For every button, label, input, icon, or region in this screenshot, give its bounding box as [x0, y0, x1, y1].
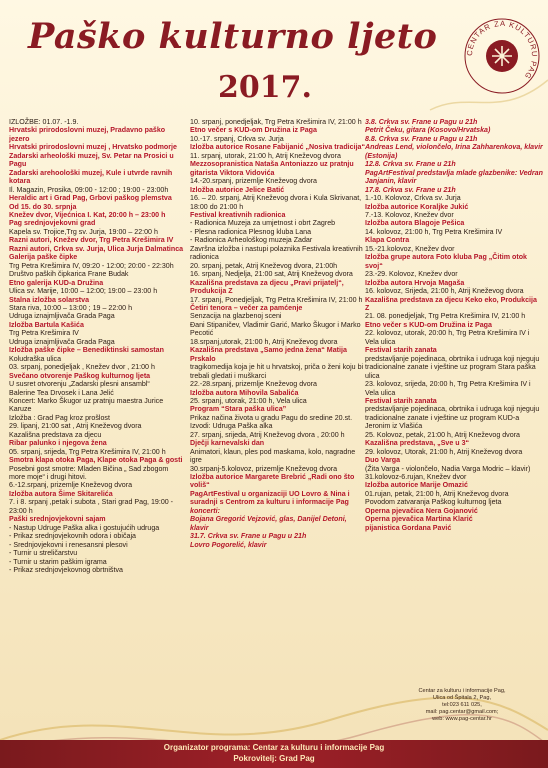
centar-logo-icon: [462, 16, 542, 96]
event-detail: 25. srpanj, utorak, 21:00 h, Vela ulica: [190, 396, 307, 405]
event-title: Dječji karnevalski dan: [190, 439, 265, 448]
address-line: mail: pag.centar@gmail.com;: [425, 709, 499, 715]
event-detail: predstavljanje pojedinaca, obrtnika i udruga koji njeguju tradicionalne zanate i vještine uz program Stara paška ulica: [365, 354, 540, 380]
event-title: Smotra klapa otoka Paga, Klape otoka Paga & gosti: [9, 456, 183, 465]
event-detail: 16. – 20. srpanj, Atrij Kneževog dvora i Kula Skrivanat, 18:00 do 21:00 h: [190, 194, 362, 211]
event-detail: 10. srpanj, ponedjeljak, Trg Petra Krešimira IV, 21:00 h: [190, 118, 362, 126]
event-title: Bojana Gregorić Vejzović, glas, Danijel Detoni, klavir: [190, 515, 347, 532]
event-title: 12.8. Crkva sv. Frane u 21h: [365, 160, 456, 169]
sponsor-text: Pokrovitelj: Grad Pag: [233, 754, 315, 763]
contact-address: [380, 688, 544, 723]
event-detail: Balerine Tea Drvosek i Lana Jelić: [9, 388, 114, 397]
event-detail: - Srednjovjekovni i renesansni plesovi: [9, 540, 128, 549]
event-title: Hrvatski prirodoslovni muzej , Hrvatsko podmorje: [9, 143, 177, 152]
event-detail: Kapela sv. Trojice,Trg sv. Jurja, 19:00 – 22:00 h: [9, 227, 158, 236]
event-title: Festival starih zanata: [365, 346, 437, 355]
event-detail: Stara riva, 10:00 – 13:00 ; 19 – 22:00 h: [9, 303, 133, 312]
address-line: Centar za kulturu i informacije Pag,: [418, 688, 506, 694]
footer: [0, 740, 548, 768]
year: 2017.: [218, 70, 312, 105]
event-title: Izložba autorice Margarete Brebrić „Radi ono što voliš“: [190, 473, 355, 490]
event-detail: 05. srpanj, srijeda, Trg Petra Krešimira IV, 21:00 h: [9, 447, 166, 456]
event-detail: Trg Petra Krešimira IV, 09:20 - 12:00; 20:00 - 22:30h: [9, 261, 174, 270]
event-detail: 14. kolovoz, 21:00 h, Trg Petra Krešimira IV: [365, 227, 503, 236]
event-detail: Ulica sv. Marije, 10:00 – 12:00; 19:00 – 23:00 h: [9, 287, 158, 296]
event-detail: Koludraška ulica: [9, 354, 62, 363]
event-detail: 6.-12.srpanj, prizemlje Kneževog dvora: [9, 481, 133, 490]
event-title: Andreas Lend, violončelo, Irina Zahharenkova, klavir (Estonija): [365, 143, 543, 160]
event-detail: Izložba : Grad Pag kroz prošlost: [9, 413, 110, 422]
event-detail: 16. srpanj, Nedjelja, 21:00 sat, Atrij Kneževog dvora: [190, 270, 353, 279]
event-detail: 30.srpanj-5.kolovoz, prizemlje Kneževog dvora: [190, 464, 338, 473]
event-detail: Il. Magazin, Prosika, 09:00 - 12:00 ; 19:00 - 23:00h: [9, 185, 169, 194]
address-line: web: www.pag-centar.hr: [432, 716, 492, 722]
event-title: 3.8. Crkva sv. Frane u Pagu u 21h: [365, 118, 478, 126]
event-title: Etno večer s KUD-om Družina iz Paga: [365, 320, 492, 329]
event-title: Pag srednjovjekovni grad: [9, 219, 96, 228]
event-detail: Senzacija na glazbenoj sceni: [190, 312, 282, 321]
event-detail: 20. srpanj, petak, Atrij Kneževog dvora, 21:00h: [190, 261, 338, 270]
event-title: Izložba autora Šime Skitarelića: [9, 489, 113, 498]
event-detail: - Radionica Muzeja za umjetnost i obrt Zagreb: [190, 219, 336, 228]
event-title: Razni autori, Knežev dvor, Trg Petra Krešimira IV: [9, 236, 174, 245]
event-title: Izložba autora Hrvoja Magaša: [365, 278, 465, 287]
event-title: Mezzosopranistica Nataša Antoniazzo uz pratnju gitarista Viktora Vidovića: [190, 160, 354, 177]
event-detail: 11. srpanj, utorak, 21:00 h, Atrij Kneževog dvora: [190, 151, 341, 160]
event-title: Paški srednjovjekovni sajam: [9, 515, 106, 524]
event-title: 17.8. Crkva sv. Frane u 21h: [365, 185, 456, 194]
event-detail: 03. srpanj, ponedjeljak , Knežev dvor , 21:00 h: [9, 363, 155, 372]
event-detail: IZLOŽBE: 01.07. -1.9.: [9, 118, 79, 126]
event-title: Svečano otvorenje Paškog kulturnog ljeta: [9, 371, 151, 380]
event-detail: 22. kolovoz, utorak, 20:00 h, Trg Petra Krešimira IV i Vela ulica: [365, 329, 530, 346]
event-detail: 17. srpanj, Ponedjeljak, Trg Petra Krešimira IV, 21:00 h: [190, 295, 363, 304]
event-title: 8.8. Crkva sv. Frane u Pagu u 21h: [365, 134, 478, 143]
program-column-1: [9, 118, 185, 574]
event-title: pijanistica Gordana Pavić: [365, 523, 452, 532]
event-title: Ribar palunko i njegova žena: [9, 439, 107, 448]
event-title: koncerti:: [190, 506, 220, 515]
event-detail: Udruga iznajmljivača Grada Paga: [9, 337, 115, 346]
event-detail: 21. 08. ponedjeljak, Trg Petra Krešimira IV, 21:00 h: [365, 312, 526, 321]
event-title: Petrit Čeku, gitara (Kosovo/Hrvatska): [365, 126, 491, 135]
event-title: Razni autori, Crkva sv. Jurja, Ulica Jurja Dalmatinca: [9, 244, 184, 253]
organizer-text: Organizator programa: Centar za kulturu i informacije Pag: [163, 743, 385, 752]
event-detail: 1.-10. Kolovoz, Crkva sv. Jurja: [365, 194, 461, 203]
event-detail: 15.-21.kolovoz, Knežev dvor: [365, 244, 455, 253]
event-title: Operna pjevačica Martina Klarić: [365, 515, 473, 524]
event-title: Etno večer s KUD-om Družina iz Paga: [190, 126, 317, 135]
event-detail: 23. kolovoz, srijeda, 20:00 h, Trg Petra Krešimira IV i Vela ulica: [365, 380, 531, 397]
event-detail: 23.-29. Kolovoz, Knežev dvor: [365, 270, 458, 279]
event-detail: tragikomedija koja je hit u hrvatskoj, priča o ženi koju bi trebali gledati i muškarci: [190, 363, 364, 380]
event-detail: 18.srpanj,utorak, 21:00 h, Atrij Kneževog dvora: [190, 337, 338, 346]
event-detail: 16. kolovoz, Srijeda, 21:00 h, Atrij Kneževog dvora: [365, 287, 524, 296]
event-title: Zadarski arheološki muzej, Sv. Petar na Prosici u Pagu: [9, 151, 174, 169]
logo-text: CENTAR ZA KULTURU PAG: [464, 18, 540, 82]
event-detail: Povodom zatvaranja Paškog kulturnog ljeta: [365, 498, 502, 507]
program-column-2: [190, 118, 366, 549]
event-title: Kazališna predstava „Samo jedna žena“ Matija Prskalo: [190, 346, 347, 363]
event-detail: Kazališna predstava za djecu: [9, 430, 102, 439]
event-title: Hrvatski prirodoslovni muzej, Pradavno paško jezero: [9, 126, 166, 143]
event-detail: 25. Kolovoz, petak, 21:00 h, Atrij Kneževog dvora: [365, 430, 520, 439]
event-title: Festival kreativnih radionica: [190, 210, 286, 219]
event-detail: Udruga iznajmljivača Grada Paga: [9, 312, 115, 321]
event-detail: 22.-28.srpanj, prizemlje Kneževog dvora: [190, 380, 317, 389]
event-title: Izložba autorice Rosane Fabijanić „Nosiva tradicija“: [190, 143, 366, 152]
event-detail: - Turnir u starim paškim igrama: [9, 557, 107, 566]
event-title: Izložba Bartula Kašića: [9, 320, 84, 329]
event-title: Izložba autorice Marije Omazić: [365, 481, 468, 490]
event-title: Kazališna predstava za djecu „Pravi prijatelj“, Produkcija Z: [190, 278, 344, 296]
event-detail: - Prikaz srednjovjekovnih odora i običaja: [9, 532, 136, 541]
event-title: Izložba autora Blagoje Pešica: [365, 219, 465, 228]
event-detail: Koncert: Marko Škugor uz pratnju maestra Jurice Karuze: [9, 396, 164, 414]
event-title: Od 15. do 30. srpnja: [9, 202, 77, 211]
event-title: Kazališna predstava za djecu Keko eko, Produkcija Z: [365, 295, 537, 312]
event-detail: Prikaz načina života u gradu Pagu do sredine 20.st.: [190, 413, 353, 422]
page-title: Paško kulturno ljeto: [28, 16, 438, 57]
header: [0, 0, 548, 122]
event-detail: 10.-17. srpanj, Crkva sv. Jurja: [190, 134, 284, 143]
event-detail: 01.rujan, petak, 21:00 h, Atrij Kneževog dvora: [365, 489, 509, 498]
event-title: Stalna izložba solarstva: [9, 295, 90, 304]
event-detail: Animatori, klaun, ples pod maskama, kolo, nagradne igre: [190, 447, 356, 465]
event-detail: - Plesna radionica Plesnog kluba Lana: [190, 227, 312, 236]
event-title: Izložba autorice Koraljke Jukić: [365, 202, 469, 211]
event-title: Klapa Contra: [365, 236, 410, 245]
event-detail: - Turnir u streličarstvu: [9, 549, 78, 558]
event-detail: 7. i 8. srpanj ,petak i subota , Stari grad Pag, 19:00 - 23:00 h: [9, 498, 174, 515]
event-title: Četiri tenora – večer za pamćenje: [190, 303, 303, 312]
event-detail: 7.-13. Kolovoz, Knežev dvor: [365, 210, 454, 219]
event-detail: (Žita Varga - violončelo, Nadia Varga Modric – klavir): [365, 464, 531, 473]
event-title: 31.7. Crkva sv. Frane u Pagu u 21h: [190, 532, 307, 541]
event-title: Izložba grupe autora Foto kluba Pag „Čitim otok svoj“: [365, 253, 527, 270]
event-detail: Đani Stipaničev, Vladimir Garić, Marko Škugor i Marko Pecotić: [190, 320, 361, 338]
event-detail: 14.-20.srpanj, prizemlje Kneževog dvora: [190, 177, 317, 186]
event-title: Zadarski arehoološki muzej, Kule i utvrde ravnih kotara: [9, 168, 173, 186]
event-title: Program “Stara paška ulica”: [190, 405, 287, 414]
event-title: Izložba autorice Jelice Batić: [190, 185, 285, 194]
event-detail: - Nastup Udruge Paška alka i gostujućih udruga: [9, 523, 160, 532]
event-title: Izložba autora Mihovila Sabalića: [190, 388, 299, 397]
event-detail: 31.kolovoz-6.rujan, Knežev dvor: [365, 473, 467, 482]
event-detail: 29. kolovoz, Utorak, 21:00 h, Atrij Kneževog dvora: [365, 447, 523, 456]
event-title: Kazališna predstava, „Sve u 3“: [365, 439, 470, 448]
event-detail: - Prikaz srednjovjekovnog obrtništva: [9, 566, 123, 575]
event-detail: Društvo paških čipkarica Frane Budak: [9, 270, 129, 279]
event-detail: predstavljanje pojedinaca, obrtnika i udruga koji njeguju tradicionalne zanate i vještine uz program KUD-a Jeronim iz Vlašića: [365, 405, 540, 431]
event-title: Knežev dvor, Vijećnica I. Kat, 20:00 h – 23:00 h: [9, 210, 166, 219]
event-detail: 27. srpanj, srijeda, Atrij Kneževog dvora , 20:00 h: [190, 430, 345, 439]
event-detail: 29. lipanj, 21:00 sat , Atrij Kneževog dvora: [9, 422, 142, 431]
address-line: Ulica od Špitala 2, Pag,: [432, 695, 492, 701]
event-detail: Trg Petra Krešimira IV: [9, 329, 79, 338]
event-title: Etno galerija KUD-a Družina: [9, 278, 104, 287]
event-title: Festival starih zanata: [365, 396, 437, 405]
event-detail: Posebni gost smotre: Mladen Bičina „ Sad zbogom more moje“ i drugi hitovi.: [9, 464, 169, 482]
event-detail: Završna izložba i nastupi polaznika Festivala kreativnih radionica: [190, 244, 363, 262]
event-title: PagArtFestival predstavlja mlade glazbenike: Vedran Janjanin, klavir: [365, 168, 543, 186]
event-title: Operna pjevačica Nera Gojanović: [365, 506, 478, 515]
event-detail: - Radionica Arheološkog muzeja Zadar: [190, 236, 313, 245]
event-title: Lovro Pogorelić, klavir: [190, 540, 267, 549]
event-title: Galerija paške čipke: [9, 253, 78, 262]
program-column-3: [365, 118, 543, 532]
event-title: PagArtFestival u organizaciji UO Lovro & Nina i suradnji s Centrom za kulturu i informacije Pag: [190, 489, 350, 507]
event-title: Heraldic art i Grad Pag, Grbovi paškog plemstva: [9, 194, 172, 203]
event-title: Izložba paške čipke – Benediktinski samostan: [9, 346, 164, 355]
event-title: Duo Varga: [365, 456, 401, 465]
event-detail: U susret otvorenju „Zadarski plesni ansambl“: [9, 380, 150, 389]
event-detail: Izvodi: Udruga Paška alka: [190, 422, 273, 431]
address-line: tel:023 611 025,: [442, 702, 482, 708]
